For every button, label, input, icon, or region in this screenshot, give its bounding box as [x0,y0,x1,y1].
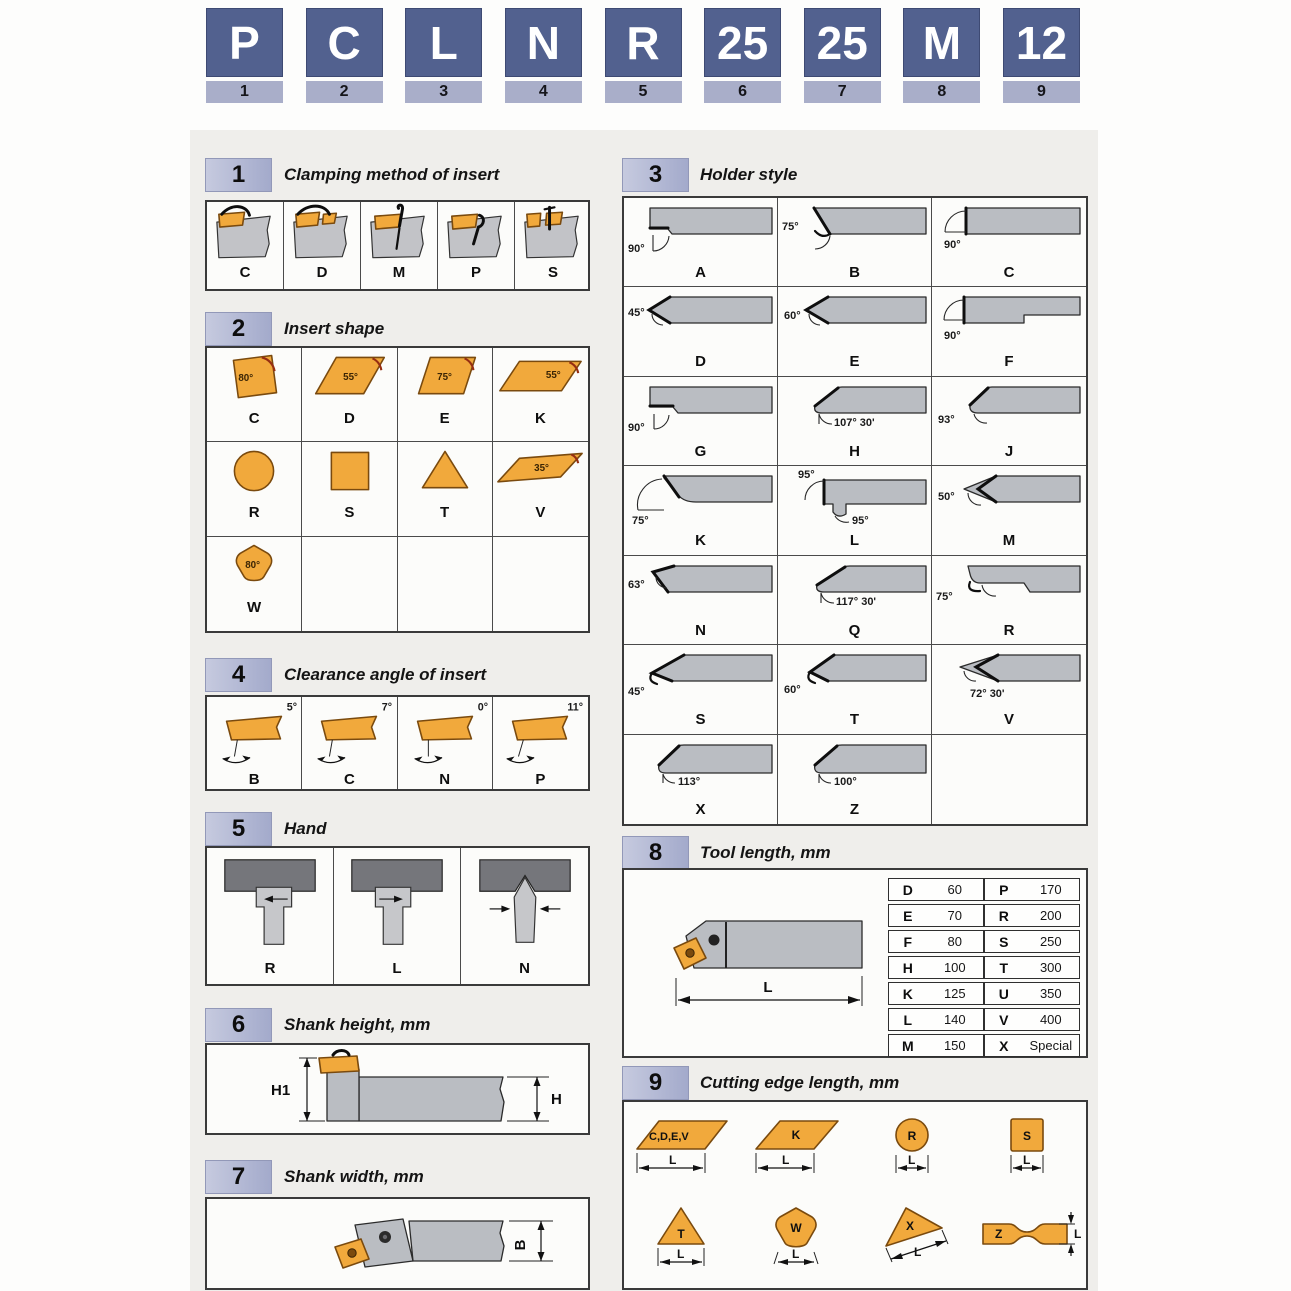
tool-length-row [888,878,984,901]
clamping-letter: D [316,264,328,281]
length-code: P [999,881,1009,898]
insert-shape-cell-e [398,348,493,442]
edge-cell-x [855,1195,971,1288]
insert-shape-cell-empty [302,537,397,631]
section-1-title: Clamping method of insert [284,165,500,184]
code-position-4 [505,8,582,103]
insert-shape-k-icon [493,348,587,410]
insert-angle: 80° [245,559,261,571]
holder-angle: 75° [631,515,649,528]
holder-cell-empty [932,735,1086,824]
holder-letter: B [849,264,860,281]
holder-angle: 75° [936,590,953,603]
insert-shape-letter: E [439,410,450,427]
length-code: E [903,907,913,924]
holder-q-icon [780,556,930,622]
edge-s-icon [975,1113,1081,1185]
length-value: 100 [943,960,966,975]
hand-r-icon [207,848,333,960]
hand-cell-r [207,848,334,984]
clamping-method-panel [205,200,590,291]
hand-letter: L [392,960,402,977]
holder-angle: 113° [677,775,700,788]
length-value: 70 [947,908,963,923]
tool-length-row [984,1034,1080,1057]
clearance-angle: 0° [477,701,488,714]
clearance-letter: C [343,771,355,788]
insert-shape-cell-k [493,348,588,442]
clearance-letter: B [248,771,260,788]
insert-shape-letter: R [248,504,260,522]
length-value: 250 [1039,934,1062,949]
insert-shape-e-icon [398,348,492,410]
holder-angle: 90° [627,243,645,255]
edge-z-icon [975,1202,1081,1282]
clamping-d-icon [284,202,360,264]
holder-angle: 60° [783,684,801,697]
holder-s-icon [626,645,776,711]
insert-shape-w-icon [207,537,301,599]
holder-letter: L [849,532,860,550]
insert-shape-cell-d [302,348,397,442]
code-position-number: 6 [704,81,781,103]
holder-cell-l [778,466,932,555]
insert-shape-letter: T [440,504,450,522]
holder-angle: 50° [938,491,955,504]
length-code: T [999,959,1009,976]
insert-shape-r-icon [207,442,301,504]
insert-shape-cell-w [207,537,302,631]
clearance-angle: 11° [567,701,584,714]
section-9-tag: 9 [622,1066,689,1100]
edge-cdev-icon [629,1113,735,1185]
insert-shape-cell-s [302,442,397,536]
edge-cell-z [971,1195,1087,1288]
tool-length-row [984,982,1080,1005]
length-value: 170 [1039,882,1062,897]
insert-shape-letter: V [535,504,546,522]
clamping-cell-s [515,202,591,289]
section-2-title: Insert shape [284,319,385,338]
edge-cell-w [740,1195,856,1288]
insert-shape-d-icon [302,348,396,410]
tool-length-table [888,878,1080,1057]
tool-length-row [984,956,1080,979]
holder-letter: H [849,442,860,460]
clamping-cell-c [207,202,284,289]
length-value: 60 [947,882,963,897]
clearance-angle-panel [205,695,590,791]
clamping-m-icon [361,202,437,264]
code-letter: L [405,8,482,77]
tool-length-row [888,982,984,1005]
length-value: 150 [943,1038,966,1053]
length-value: 125 [943,986,966,1001]
section-4-title: Clearance angle of insert [284,665,487,684]
length-code: H [902,959,913,976]
insert-shape-t-icon [398,442,492,504]
hand-letter: N [519,960,530,977]
insert-shape-cell-v [493,442,588,536]
holder-cell-v [932,645,1086,734]
insert-shape-s-icon [302,442,396,504]
holder-m-icon [934,466,1084,532]
shank-width-diagram [207,1199,588,1288]
holder-letter: C [1003,264,1015,281]
code-position-number: 7 [804,81,881,103]
holder-letter: A [695,264,706,281]
holder-angle: 107° 30' [833,416,875,429]
holder-cell-q [778,556,932,645]
dim-label-h: H [551,1091,562,1108]
code-position-8 [903,8,980,103]
length-code: V [999,1011,1009,1028]
insert-shape-cell-c [207,348,302,442]
insert-angle: 75° [436,371,452,383]
clamping-s-icon [515,202,591,264]
clearance-b-icon [207,697,301,771]
holder-letter: K [695,532,706,550]
holder-r-icon [934,556,1084,622]
insert-shape-cell-empty [493,537,588,631]
holder-letter: J [1004,442,1014,460]
holder-angle: 63° [627,578,645,591]
insert-shape-letter: C [248,410,260,427]
holder-b-icon [780,198,930,264]
holder-l-icon [780,466,930,532]
holder-cell-e [778,287,932,376]
holder-cell-h [778,377,932,466]
tool-length-row [984,878,1080,901]
code-position-1 [206,8,283,103]
hand-n-icon [462,848,588,960]
holder-c-icon [934,198,1084,264]
clearance-letter: N [439,771,451,788]
tool-length-row [984,930,1080,953]
shank-width-panel [205,1197,590,1290]
edge-w-icon [744,1202,850,1282]
holder-cell-m [932,466,1086,555]
edge-dim-label: L [782,1152,790,1167]
code-position-number: 8 [903,81,980,103]
tool-length-row [984,1008,1080,1031]
section-6-title: Shank height, mm [284,1015,431,1034]
length-code: U [998,985,1009,1002]
code-position-5 [605,8,682,103]
clamping-p-icon [438,202,514,264]
shank-height-panel [205,1043,590,1135]
holder-x-icon [626,735,776,801]
code-position-number: 5 [605,81,682,103]
holder-angle: 100° [833,775,857,788]
shank-height-diagram [207,1045,588,1133]
clamping-letter: M [392,264,406,281]
holder-cell-j [932,377,1086,466]
cutting-edge-panel [622,1100,1088,1290]
insert-angle: 80° [238,372,254,384]
section-4-tag: 4 [205,658,272,692]
holder-k-icon [626,466,776,532]
section-5-title: Hand [284,819,327,838]
length-value: 200 [1039,908,1062,923]
clearance-cell-n [398,697,493,789]
section-3-title: Holder style [700,165,798,184]
holder-angle: 117° 30' [835,595,876,608]
holder-cell-g [624,377,778,466]
edge-dim-label: L [1074,1226,1082,1241]
length-value: 350 [1039,986,1062,1001]
edge-dim-label: L [1023,1152,1031,1167]
code-letter: 25 [804,8,881,77]
tool-length-row [888,1008,984,1031]
holder-v-icon [934,645,1084,711]
section-2-tag: 2 [205,312,272,346]
edge-t-icon [629,1202,735,1282]
clearance-c-icon [302,697,396,771]
clamping-cell-d [284,202,361,289]
section-9-title: Cutting edge length, mm [700,1073,900,1092]
holder-letter: Z [849,800,860,818]
holder-angle: 75° [781,221,799,233]
holder-cell-s [624,645,778,734]
edge-label: C,D,E,V [648,1130,689,1143]
holder-angle: 90° [944,330,961,343]
tool-length-row [888,956,984,979]
edge-cell-k [740,1102,856,1195]
code-letter: P [206,8,283,77]
clearance-letter: P [535,771,546,788]
code-letter: M [903,8,980,77]
clearance-cell-c [302,697,397,789]
holder-angle: 45° [627,307,645,320]
clamping-letter: S [547,264,558,281]
holder-cell-x [624,735,778,824]
insert-shape-c-icon [207,348,301,410]
code-position-number: 3 [405,81,482,103]
holder-cell-c [932,198,1086,287]
clamping-cell-m [361,202,438,289]
clamping-letter: C [239,264,251,281]
length-code: R [998,907,1009,924]
length-value: 80 [947,934,963,949]
holder-angle: 60° [783,310,801,323]
edge-label: R [907,1128,917,1143]
clamping-letter: P [470,264,481,281]
edge-label: X [905,1218,914,1233]
edge-label: T [677,1226,685,1241]
insert-shape-letter: W [247,598,262,616]
code-letter: R [605,8,682,77]
edge-label: K [791,1127,801,1142]
holder-letter: G [694,442,707,460]
hand-l-icon [334,848,460,960]
length-code: X [999,1037,1009,1054]
section-5-tag: 5 [205,812,272,846]
code-position-6 [704,8,781,103]
code-letter: N [505,8,582,77]
edge-dim-label: L [907,1152,916,1167]
insert-shape-v-icon [493,442,587,504]
holder-letter: V [1003,711,1014,729]
holder-angle: 90° [627,421,645,434]
section-7-title: Shank width, mm [284,1167,424,1186]
holder-letter: M [1002,532,1016,550]
length-code: S [999,933,1009,950]
length-value: Special [1029,1038,1073,1053]
edge-dim-label: L [913,1244,922,1259]
section-8-title: Tool length, mm [700,843,831,862]
clearance-angle: 5° [286,701,298,714]
dim-label-b: B [512,1239,529,1251]
clearance-cell-b [207,697,302,789]
insert-shape-letter: K [534,410,546,427]
length-value: 140 [943,1012,966,1027]
hand-cell-n [461,848,588,984]
tool-length-diagram [630,874,886,1052]
length-code: M [901,1037,914,1054]
holder-letter: F [1004,353,1014,371]
designation-code-row [206,8,1080,103]
holder-letter: X [695,800,706,818]
dim-label-h1: H1 [271,1082,291,1099]
holder-letter: T [849,711,860,729]
hand-letter: R [264,960,276,977]
holder-cell-f [932,287,1086,376]
holder-angle: 95° [797,469,815,482]
holder-a-icon [626,198,776,264]
holder-n-icon [626,556,776,622]
edge-r-icon [860,1113,966,1185]
tool-length-row [888,904,984,927]
edge-dim-label: L [676,1246,685,1261]
edge-dim-label: L [668,1152,677,1167]
holder-h-icon [780,377,930,443]
clearance-cell-p [493,697,588,789]
clearance-p-icon [493,697,587,771]
length-code: D [902,881,913,898]
holder-cell-r [932,556,1086,645]
holder-j-icon [934,377,1084,443]
insert-shape-letter: D [343,410,355,427]
insert-angle: 35° [534,463,550,475]
holder-cell-b [778,198,932,287]
edge-dim-label: L [792,1246,800,1261]
clamping-cell-p [438,202,515,289]
edge-label: S [1023,1128,1032,1143]
section-7-tag: 7 [205,1160,272,1194]
clamping-c-icon [207,202,283,264]
holder-g-icon [626,377,776,443]
code-position-9 [1003,8,1080,103]
edge-cell-r [855,1102,971,1195]
holder-cell-d [624,287,778,376]
insert-shape-panel [205,346,590,633]
section-6-tag: 6 [205,1008,272,1042]
holder-angle: 72° 30' [970,688,1005,701]
holder-cell-k [624,466,778,555]
length-value: 300 [1039,960,1062,975]
dim-label-l: L [763,979,773,996]
holder-cell-z [778,735,932,824]
code-position-number: 9 [1003,81,1080,103]
holder-letter: N [695,621,706,639]
holder-f-icon [934,287,1084,353]
hand-cell-l [334,848,461,984]
holder-angle: 90° [944,239,961,251]
holder-letter: S [695,711,706,729]
holder-style-panel [622,196,1088,826]
edge-k-icon [744,1113,850,1185]
section-3-tag: 3 [622,158,689,192]
clearance-angle: 7° [382,701,393,714]
tool-length-row [984,904,1080,927]
code-position-number: 4 [505,81,582,103]
insert-shape-cell-r [207,442,302,536]
length-code: L [903,1011,913,1028]
clearance-n-icon [398,697,492,771]
hand-panel [205,846,590,986]
code-position-number: 2 [306,81,383,103]
edge-cell-cdev [624,1102,740,1195]
tool-length-panel [622,868,1088,1058]
length-code: K [902,985,913,1002]
insert-shape-cell-empty [398,537,493,631]
holder-d-icon [626,287,776,353]
holder-letter: E [849,353,860,371]
holder-cell-n [624,556,778,645]
insert-angle: 55° [546,370,562,382]
holder-t-icon [780,645,930,711]
holder-z-icon [780,735,930,801]
code-position-number: 1 [206,81,283,103]
code-position-7 [804,8,881,103]
code-position-2 [306,8,383,103]
holder-cell-a [624,198,778,287]
insert-shape-letter: S [344,504,355,522]
insert-shape-cell-t [398,442,493,536]
holder-angle-2: 95° [851,515,869,528]
holder-angle: 45° [627,686,645,699]
code-letter: 25 [704,8,781,77]
length-value: 400 [1039,1012,1062,1027]
length-code: F [903,933,913,950]
edge-cell-s [971,1102,1087,1195]
edge-cell-t [624,1195,740,1288]
edge-x-icon [860,1202,966,1282]
holder-cell-t [778,645,932,734]
edge-label: Z [995,1226,1003,1241]
code-letter: C [306,8,383,77]
code-position-3 [405,8,482,103]
holder-letter: R [1003,621,1015,639]
tool-length-row [888,930,984,953]
holder-e-icon [780,287,930,353]
section-1-tag: 1 [205,158,272,192]
insert-angle: 55° [343,371,359,383]
holder-angle: 93° [938,413,955,426]
section-8-tag: 8 [622,836,689,870]
edge-label: W [790,1220,802,1235]
tool-length-row [888,1034,984,1057]
code-letter: 12 [1003,8,1080,77]
holder-letter: D [695,353,706,371]
holder-letter: Q [848,621,861,639]
